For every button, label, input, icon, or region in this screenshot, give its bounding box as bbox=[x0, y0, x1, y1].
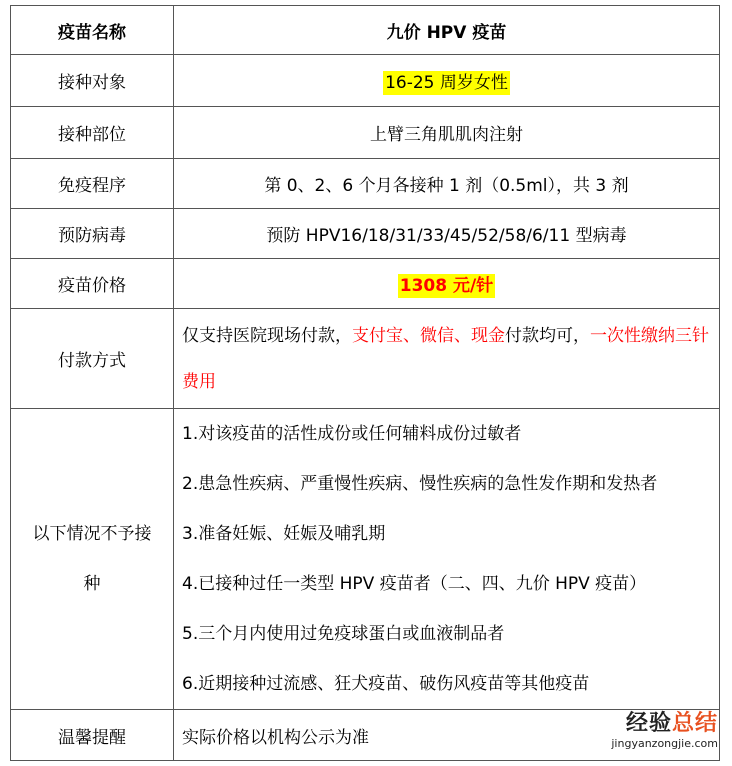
header-value: 九价 HPV 疫苗 bbox=[174, 6, 720, 55]
row-schedule bbox=[11, 159, 720, 209]
price-key: 疫苗价格 bbox=[11, 259, 174, 309]
list-item: 1.对该疫苗的活性成份或任何辅料成份过敏者 bbox=[182, 424, 522, 444]
row-virus bbox=[11, 209, 720, 259]
payment-value: 仅支持医院现场付款，支付宝、微信、现金付款均可，一次性缴纳三针费用 bbox=[174, 309, 720, 409]
contraindications-key: 以下情况不予接种 bbox=[32, 524, 152, 594]
target-value: 16-25 周岁女性 bbox=[385, 73, 508, 93]
row-payment bbox=[11, 309, 720, 409]
site-key: 接种部位 bbox=[11, 107, 174, 159]
virus-key: 预防病毒 bbox=[11, 209, 174, 259]
site-value: 上臂三角肌肌肉注射 bbox=[174, 107, 720, 159]
row-vaccine-name bbox=[11, 6, 720, 55]
schedule-key: 免疫程序 bbox=[11, 159, 174, 209]
list-item: 4.已接种过任一类型 HPV 疫苗者（二、四、九价 HPV 疫苗） bbox=[182, 574, 647, 594]
vaccine-info-table bbox=[10, 5, 720, 761]
header-key: 疫苗名称 bbox=[11, 6, 174, 55]
list-item: 3.准备妊娠、妊娠及哺乳期 bbox=[182, 524, 386, 544]
target-key: 接种对象 bbox=[11, 55, 174, 107]
row-site bbox=[11, 107, 720, 159]
list-item: 2.患急性疾病、严重慢性疾病、慢性疾病的急性发作期和发热者 bbox=[182, 474, 658, 494]
list-item: 5.三个月内使用过免疫球蛋白或血液制品者 bbox=[182, 624, 505, 644]
schedule-value: 第 0、2、6 个月各接种 1 剂（0.5ml），共 3 剂 bbox=[174, 159, 720, 209]
row-contraindications bbox=[11, 409, 720, 710]
watermark-url: jingyanzongjie.com bbox=[611, 737, 718, 750]
reminder-key: 温馨提醒 bbox=[11, 710, 174, 761]
reminder-value: 实际价格以机构公示为准 bbox=[174, 710, 720, 761]
payment-key: 付款方式 bbox=[11, 309, 174, 409]
contraindications-list bbox=[174, 409, 720, 710]
virus-value: 预防 HPV16/18/31/33/45/52/58/6/11 型病毒 bbox=[174, 209, 720, 259]
row-target bbox=[11, 55, 720, 107]
price-value: 1308 元/针 bbox=[399, 276, 494, 296]
watermark-logo: 经验总结 jingyanzongjie.com bbox=[611, 711, 718, 750]
row-price bbox=[11, 259, 720, 309]
list-item: 6.近期接种过流感、狂犬疫苗、破伤风疫苗等其他疫苗 bbox=[182, 674, 590, 694]
